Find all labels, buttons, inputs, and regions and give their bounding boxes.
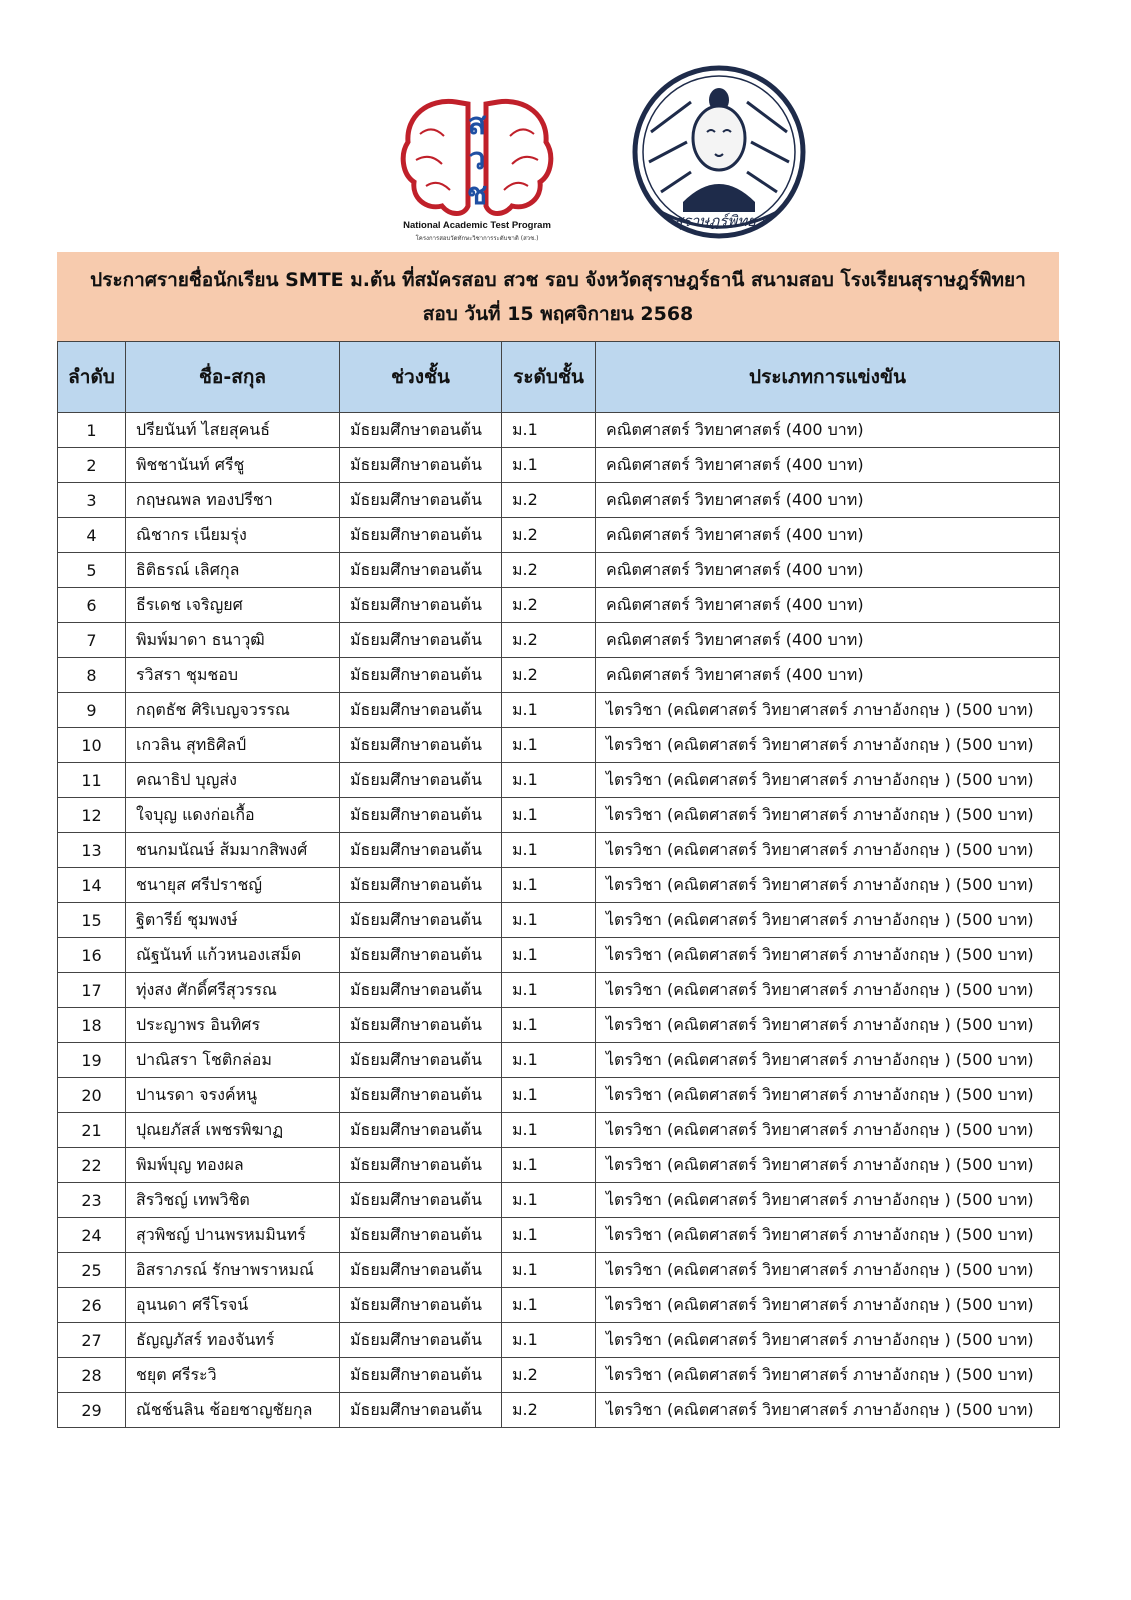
- cell-number: 10: [58, 728, 126, 763]
- cell-level: ม.1: [502, 728, 596, 763]
- cell-level: ม.2: [502, 1393, 596, 1428]
- cell-competition-type: ไตรวิชา (คณิตศาสตร์ วิทยาศาสตร์ ภาษาอังกฤษ ) (500 บาท): [596, 1008, 1060, 1043]
- cell-level: ม.1: [502, 868, 596, 903]
- cell-number: 1: [58, 413, 126, 448]
- cell-competition-type: ไตรวิชา (คณิตศาสตร์ วิทยาศาสตร์ ภาษาอังกฤษ ) (500 บาท): [596, 1148, 1060, 1183]
- cell-range: มัธยมศึกษาตอนต้น: [340, 1288, 502, 1323]
- cell-name: รวิสรา ชุมชอบ: [126, 658, 340, 693]
- cell-name: ฐิตารีย์ ชุมพงษ์: [126, 903, 340, 938]
- cell-range: มัธยมศึกษาตอนต้น: [340, 763, 502, 798]
- announcement-title: ประกาศรายชื่อนักเรียน SMTE ม.ต้น ที่สมัครสอบ สวช รอบ จังหวัดสุราษฎร์ธานี สนามสอบ โรงเรียนสุราษฎร์พิทยา: [90, 268, 1026, 291]
- table-row: [58, 1253, 1060, 1288]
- cell-number: 6: [58, 588, 126, 623]
- cell-range: มัธยมศึกษาตอนต้น: [340, 1393, 502, 1428]
- cell-name: ปาณิสรา โชติกล่อม: [126, 1043, 340, 1078]
- cell-number: 3: [58, 483, 126, 518]
- cell-level: ม.1: [502, 1288, 596, 1323]
- cell-level: ม.1: [502, 1323, 596, 1358]
- cell-name: ณิชากร เนียมรุ่ง: [126, 518, 340, 553]
- table-row: [58, 553, 1060, 588]
- svg-text:โครงการสอบวัดทักษะวิชาการระดับ: โครงการสอบวัดทักษะวิชาการระดับชาติ (สวช.): [415, 235, 539, 242]
- cell-level: ม.1: [502, 763, 596, 798]
- table-row: [58, 1323, 1060, 1358]
- cell-range: มัธยมศึกษาตอนต้น: [340, 1323, 502, 1358]
- cell-competition-type: คณิตศาสตร์ วิทยาศาสตร์ (400 บาท): [596, 413, 1060, 448]
- cell-number: 9: [58, 693, 126, 728]
- cell-name: สุวพิชญ์ ปานพรหมมินทร์: [126, 1218, 340, 1253]
- cell-level: ม.1: [502, 938, 596, 973]
- cell-range: มัธยมศึกษาตอนต้น: [340, 1253, 502, 1288]
- cell-competition-type: ไตรวิชา (คณิตศาสตร์ วิทยาศาสตร์ ภาษาอังกฤษ ) (500 บาท): [596, 798, 1060, 833]
- cell-number: 29: [58, 1393, 126, 1428]
- cell-level: ม.1: [502, 1183, 596, 1218]
- cell-competition-type: ไตรวิชา (คณิตศาสตร์ วิทยาศาสตร์ ภาษาอังกฤษ ) (500 บาท): [596, 1078, 1060, 1113]
- cell-competition-type: คณิตศาสตร์ วิทยาศาสตร์ (400 บาท): [596, 658, 1060, 693]
- cell-name: อุนนดา ศรีโรจน์: [126, 1288, 340, 1323]
- cell-competition-type: ไตรวิชา (คณิตศาสตร์ วิทยาศาสตร์ ภาษาอังกฤษ ) (500 บาท): [596, 728, 1060, 763]
- svg-text:สุราษฎร์พิทยา: สุราษฎร์พิทยา: [673, 212, 765, 230]
- cell-name: ชยุต ศรีระวิ: [126, 1358, 340, 1393]
- cell-range: มัธยมศึกษาตอนต้น: [340, 1113, 502, 1148]
- table-row: [58, 1008, 1060, 1043]
- exam-date: สอบ วันที่ 15 พฤศจิกายน 2568: [422, 302, 694, 325]
- cell-competition-type: ไตรวิชา (คณิตศาสตร์ วิทยาศาสตร์ ภาษาอังกฤษ ) (500 บาท): [596, 1288, 1060, 1323]
- cell-competition-type: คณิตศาสตร์ วิทยาศาสตร์ (400 บาท): [596, 588, 1060, 623]
- table-row: [58, 693, 1060, 728]
- cell-level: ม.1: [502, 1253, 596, 1288]
- cell-competition-type: ไตรวิชา (คณิตศาสตร์ วิทยาศาสตร์ ภาษาอังกฤษ ) (500 บาท): [596, 973, 1060, 1008]
- cell-number: 2: [58, 448, 126, 483]
- table-row: [58, 1183, 1060, 1218]
- table-row: [58, 448, 1060, 483]
- cell-level: ม.2: [502, 483, 596, 518]
- cell-name: ปรียนันท์ ไสยสุคนธ์: [126, 413, 340, 448]
- svg-text:ว: ว: [468, 142, 486, 177]
- cell-range: มัธยมศึกษาตอนต้น: [340, 588, 502, 623]
- cell-number: 11: [58, 763, 126, 798]
- cell-number: 15: [58, 903, 126, 938]
- cell-number: 20: [58, 1078, 126, 1113]
- cell-competition-type: ไตรวิชา (คณิตศาสตร์ วิทยาศาสตร์ ภาษาอังกฤษ ) (500 บาท): [596, 1253, 1060, 1288]
- cell-level: ม.1: [502, 1148, 596, 1183]
- cell-number: 27: [58, 1323, 126, 1358]
- cell-level: ม.1: [502, 413, 596, 448]
- cell-range: มัธยมศึกษาตอนต้น: [340, 658, 502, 693]
- cell-name: ใจบุญ แดงก่อเกื้อ: [126, 798, 340, 833]
- cell-range: มัธยมศึกษาตอนต้น: [340, 1183, 502, 1218]
- cell-range: มัธยมศึกษาตอนต้น: [340, 1148, 502, 1183]
- cell-name: กฤตธัช ศิริเบญจวรรณ: [126, 693, 340, 728]
- cell-level: ม.1: [502, 1043, 596, 1078]
- column-header-name: ชื่อ-สกุล: [126, 342, 340, 413]
- cell-number: 22: [58, 1148, 126, 1183]
- cell-range: มัธยมศึกษาตอนต้น: [340, 623, 502, 658]
- table-row: [58, 518, 1060, 553]
- table-row: [58, 483, 1060, 518]
- cell-number: 26: [58, 1288, 126, 1323]
- cell-level: ม.1: [502, 833, 596, 868]
- brain-logo-icon: [398, 94, 556, 244]
- cell-number: 5: [58, 553, 126, 588]
- cell-competition-type: คณิตศาสตร์ วิทยาศาสตร์ (400 บาท): [596, 448, 1060, 483]
- cell-competition-type: ไตรวิชา (คณิตศาสตร์ วิทยาศาสตร์ ภาษาอังกฤษ ) (500 บาท): [596, 1183, 1060, 1218]
- cell-number: 18: [58, 1008, 126, 1043]
- cell-name: พิมพ์บุญ ทองผล: [126, 1148, 340, 1183]
- cell-competition-type: คณิตศาสตร์ วิทยาศาสตร์ (400 บาท): [596, 623, 1060, 658]
- table-body: [58, 413, 1060, 1428]
- cell-competition-type: ไตรวิชา (คณิตศาสตร์ วิทยาศาสตร์ ภาษาอังกฤษ ) (500 บาท): [596, 1043, 1060, 1078]
- cell-level: ม.1: [502, 1113, 596, 1148]
- cell-competition-type: ไตรวิชา (คณิตศาสตร์ วิทยาศาสตร์ ภาษาอังกฤษ ) (500 บาท): [596, 1393, 1060, 1428]
- cell-level: ม.2: [502, 658, 596, 693]
- cell-number: 14: [58, 868, 126, 903]
- cell-competition-type: ไตรวิชา (คณิตศาสตร์ วิทยาศาสตร์ ภาษาอังกฤษ ) (500 บาท): [596, 833, 1060, 868]
- cell-level: ม.1: [502, 1008, 596, 1043]
- cell-competition-type: ไตรวิชา (คณิตศาสตร์ วิทยาศาสตร์ ภาษาอังกฤษ ) (500 บาท): [596, 1323, 1060, 1358]
- cell-name: ประญาพร อินทิศร: [126, 1008, 340, 1043]
- cell-name: กฤษณพล ทองปรีชา: [126, 483, 340, 518]
- cell-competition-type: ไตรวิชา (คณิตศาสตร์ วิทยาศาสตร์ ภาษาอังกฤษ ) (500 บาท): [596, 763, 1060, 798]
- cell-name: ปานรดา จรงค์หนู: [126, 1078, 340, 1113]
- svg-text:ส: ส: [467, 107, 487, 142]
- table-row: [58, 833, 1060, 868]
- cell-range: มัธยมศึกษาตอนต้น: [340, 553, 502, 588]
- cell-number: 23: [58, 1183, 126, 1218]
- column-header-range: ช่วงชั้น: [340, 342, 502, 413]
- cell-name: ธัญญภัสร์ ทองจันทร์: [126, 1323, 340, 1358]
- cell-level: ม.2: [502, 588, 596, 623]
- cell-level: ม.1: [502, 1078, 596, 1113]
- cell-range: มัธยมศึกษาตอนต้น: [340, 1008, 502, 1043]
- cell-range: มัธยมศึกษาตอนต้น: [340, 413, 502, 448]
- table-header: [58, 342, 1060, 413]
- cell-level: ม.1: [502, 1218, 596, 1253]
- table-row: [58, 1148, 1060, 1183]
- cell-range: มัธยมศึกษาตอนต้น: [340, 483, 502, 518]
- table-row: [58, 1043, 1060, 1078]
- cell-level: ม.2: [502, 518, 596, 553]
- cell-number: 8: [58, 658, 126, 693]
- table-row: [58, 868, 1060, 903]
- cell-name: ณัชช์นลิน ช้อยชาญชัยกุล: [126, 1393, 340, 1428]
- cell-number: 25: [58, 1253, 126, 1288]
- cell-competition-type: ไตรวิชา (คณิตศาสตร์ วิทยาศาสตร์ ภาษาอังกฤษ ) (500 บาท): [596, 868, 1060, 903]
- table-row: [58, 1358, 1060, 1393]
- cell-range: มัธยมศึกษาตอนต้น: [340, 833, 502, 868]
- cell-name: สิรวิชญ์ เทพวิชิต: [126, 1183, 340, 1218]
- cell-level: ม.1: [502, 693, 596, 728]
- cell-range: มัธยมศึกษาตอนต้น: [340, 1218, 502, 1253]
- cell-name: ธีรเดช เจริญยศ: [126, 588, 340, 623]
- cell-name: คณาธิป บุญส่ง: [126, 763, 340, 798]
- cell-range: มัธยมศึกษาตอนต้น: [340, 798, 502, 833]
- cell-competition-type: คณิตศาสตร์ วิทยาศาสตร์ (400 บาท): [596, 518, 1060, 553]
- cell-name: อิสราภรณ์ รักษาพราหมณ์: [126, 1253, 340, 1288]
- table-row: [58, 588, 1060, 623]
- svg-text:ช: ช: [466, 177, 488, 212]
- cell-number: 28: [58, 1358, 126, 1393]
- cell-number: 24: [58, 1218, 126, 1253]
- cell-range: มัธยมศึกษาตอนต้น: [340, 1078, 502, 1113]
- table-row: [58, 938, 1060, 973]
- table-row: [58, 973, 1060, 1008]
- svg-text:National Academic Test Program: National Academic Test Program: [403, 220, 551, 231]
- cell-competition-type: ไตรวิชา (คณิตศาสตร์ วิทยาศาสตร์ ภาษาอังกฤษ ) (500 บาท): [596, 938, 1060, 973]
- cell-range: มัธยมศึกษาตอนต้น: [340, 1358, 502, 1393]
- cell-competition-type: ไตรวิชา (คณิตศาสตร์ วิทยาศาสตร์ ภาษาอังกฤษ ) (500 บาท): [596, 1218, 1060, 1253]
- cell-range: มัธยมศึกษาตอนต้น: [340, 973, 502, 1008]
- cell-range: มัธยมศึกษาตอนต้น: [340, 448, 502, 483]
- table-row: [58, 1113, 1060, 1148]
- cell-number: 7: [58, 623, 126, 658]
- cell-name: ทุ่งสง ศักดิ์ศรีสุวรรณ: [126, 973, 340, 1008]
- table-row: [58, 728, 1060, 763]
- cell-range: มัธยมศึกษาตอนต้น: [340, 1043, 502, 1078]
- cell-number: 19: [58, 1043, 126, 1078]
- table-row: [58, 658, 1060, 693]
- table-row: [58, 798, 1060, 833]
- cell-level: ม.1: [502, 973, 596, 1008]
- table-row: [58, 413, 1060, 448]
- cell-name: ณัฐนันท์ แก้วหนองเสม็ด: [126, 938, 340, 973]
- table-row: [58, 1218, 1060, 1253]
- cell-competition-type: ไตรวิชา (คณิตศาสตร์ วิทยาศาสตร์ ภาษาอังกฤษ ) (500 บาท): [596, 903, 1060, 938]
- logo-area: [0, 62, 1131, 242]
- cell-level: ม.1: [502, 448, 596, 483]
- table-row: [58, 1393, 1060, 1428]
- cell-range: มัธยมศึกษาตอนต้น: [340, 868, 502, 903]
- column-header-level: ระดับชั้น: [502, 342, 596, 413]
- cell-number: 4: [58, 518, 126, 553]
- cell-name: ธิติธรณ์ เลิศกุล: [126, 553, 340, 588]
- cell-range: มัธยมศึกษาตอนต้น: [340, 903, 502, 938]
- cell-name: ปุณยภัสส์ เพชรพิฆาฏ: [126, 1113, 340, 1148]
- cell-name: พิชชานันท์ ศรีชู: [126, 448, 340, 483]
- table-row: [58, 1288, 1060, 1323]
- table-row: [58, 763, 1060, 798]
- cell-number: 12: [58, 798, 126, 833]
- cell-range: มัธยมศึกษาตอนต้น: [340, 693, 502, 728]
- cell-number: 13: [58, 833, 126, 868]
- cell-name: พิมพ์มาดา ธนาวุฒิ: [126, 623, 340, 658]
- cell-level: ม.1: [502, 903, 596, 938]
- cell-name: เกวลิน สุทธิศิลป์: [126, 728, 340, 763]
- school-seal-icon: [631, 62, 807, 242]
- column-header-competition-type: ประเภทการแข่งขัน: [596, 342, 1060, 413]
- cell-number: 21: [58, 1113, 126, 1148]
- cell-level: ม.2: [502, 623, 596, 658]
- table-row: [58, 903, 1060, 938]
- cell-level: ม.2: [502, 1358, 596, 1393]
- cell-competition-type: ไตรวิชา (คณิตศาสตร์ วิทยาศาสตร์ ภาษาอังกฤษ ) (500 บาท): [596, 693, 1060, 728]
- cell-number: 17: [58, 973, 126, 1008]
- cell-competition-type: คณิตศาสตร์ วิทยาศาสตร์ (400 บาท): [596, 553, 1060, 588]
- announcement-header: [57, 252, 1059, 341]
- cell-competition-type: คณิตศาสตร์ วิทยาศาสตร์ (400 บาท): [596, 483, 1060, 518]
- table-row: [58, 1078, 1060, 1113]
- cell-level: ม.2: [502, 553, 596, 588]
- cell-range: มัธยมศึกษาตอนต้น: [340, 728, 502, 763]
- cell-number: 16: [58, 938, 126, 973]
- student-roster-table: [57, 341, 1060, 1428]
- cell-competition-type: ไตรวิชา (คณิตศาสตร์ วิทยาศาสตร์ ภาษาอังกฤษ ) (500 บาท): [596, 1358, 1060, 1393]
- column-header-number: ลำดับ: [58, 342, 126, 413]
- cell-range: มัธยมศึกษาตอนต้น: [340, 938, 502, 973]
- cell-level: ม.1: [502, 798, 596, 833]
- cell-name: ชนายุส ศรีปราชญ์: [126, 868, 340, 903]
- cell-competition-type: ไตรวิชา (คณิตศาสตร์ วิทยาศาสตร์ ภาษาอังกฤษ ) (500 บาท): [596, 1113, 1060, 1148]
- table-row: [58, 623, 1060, 658]
- cell-name: ชนกมนัณษ์ ส้มมากสิพงศ์: [126, 833, 340, 868]
- cell-range: มัธยมศึกษาตอนต้น: [340, 518, 502, 553]
